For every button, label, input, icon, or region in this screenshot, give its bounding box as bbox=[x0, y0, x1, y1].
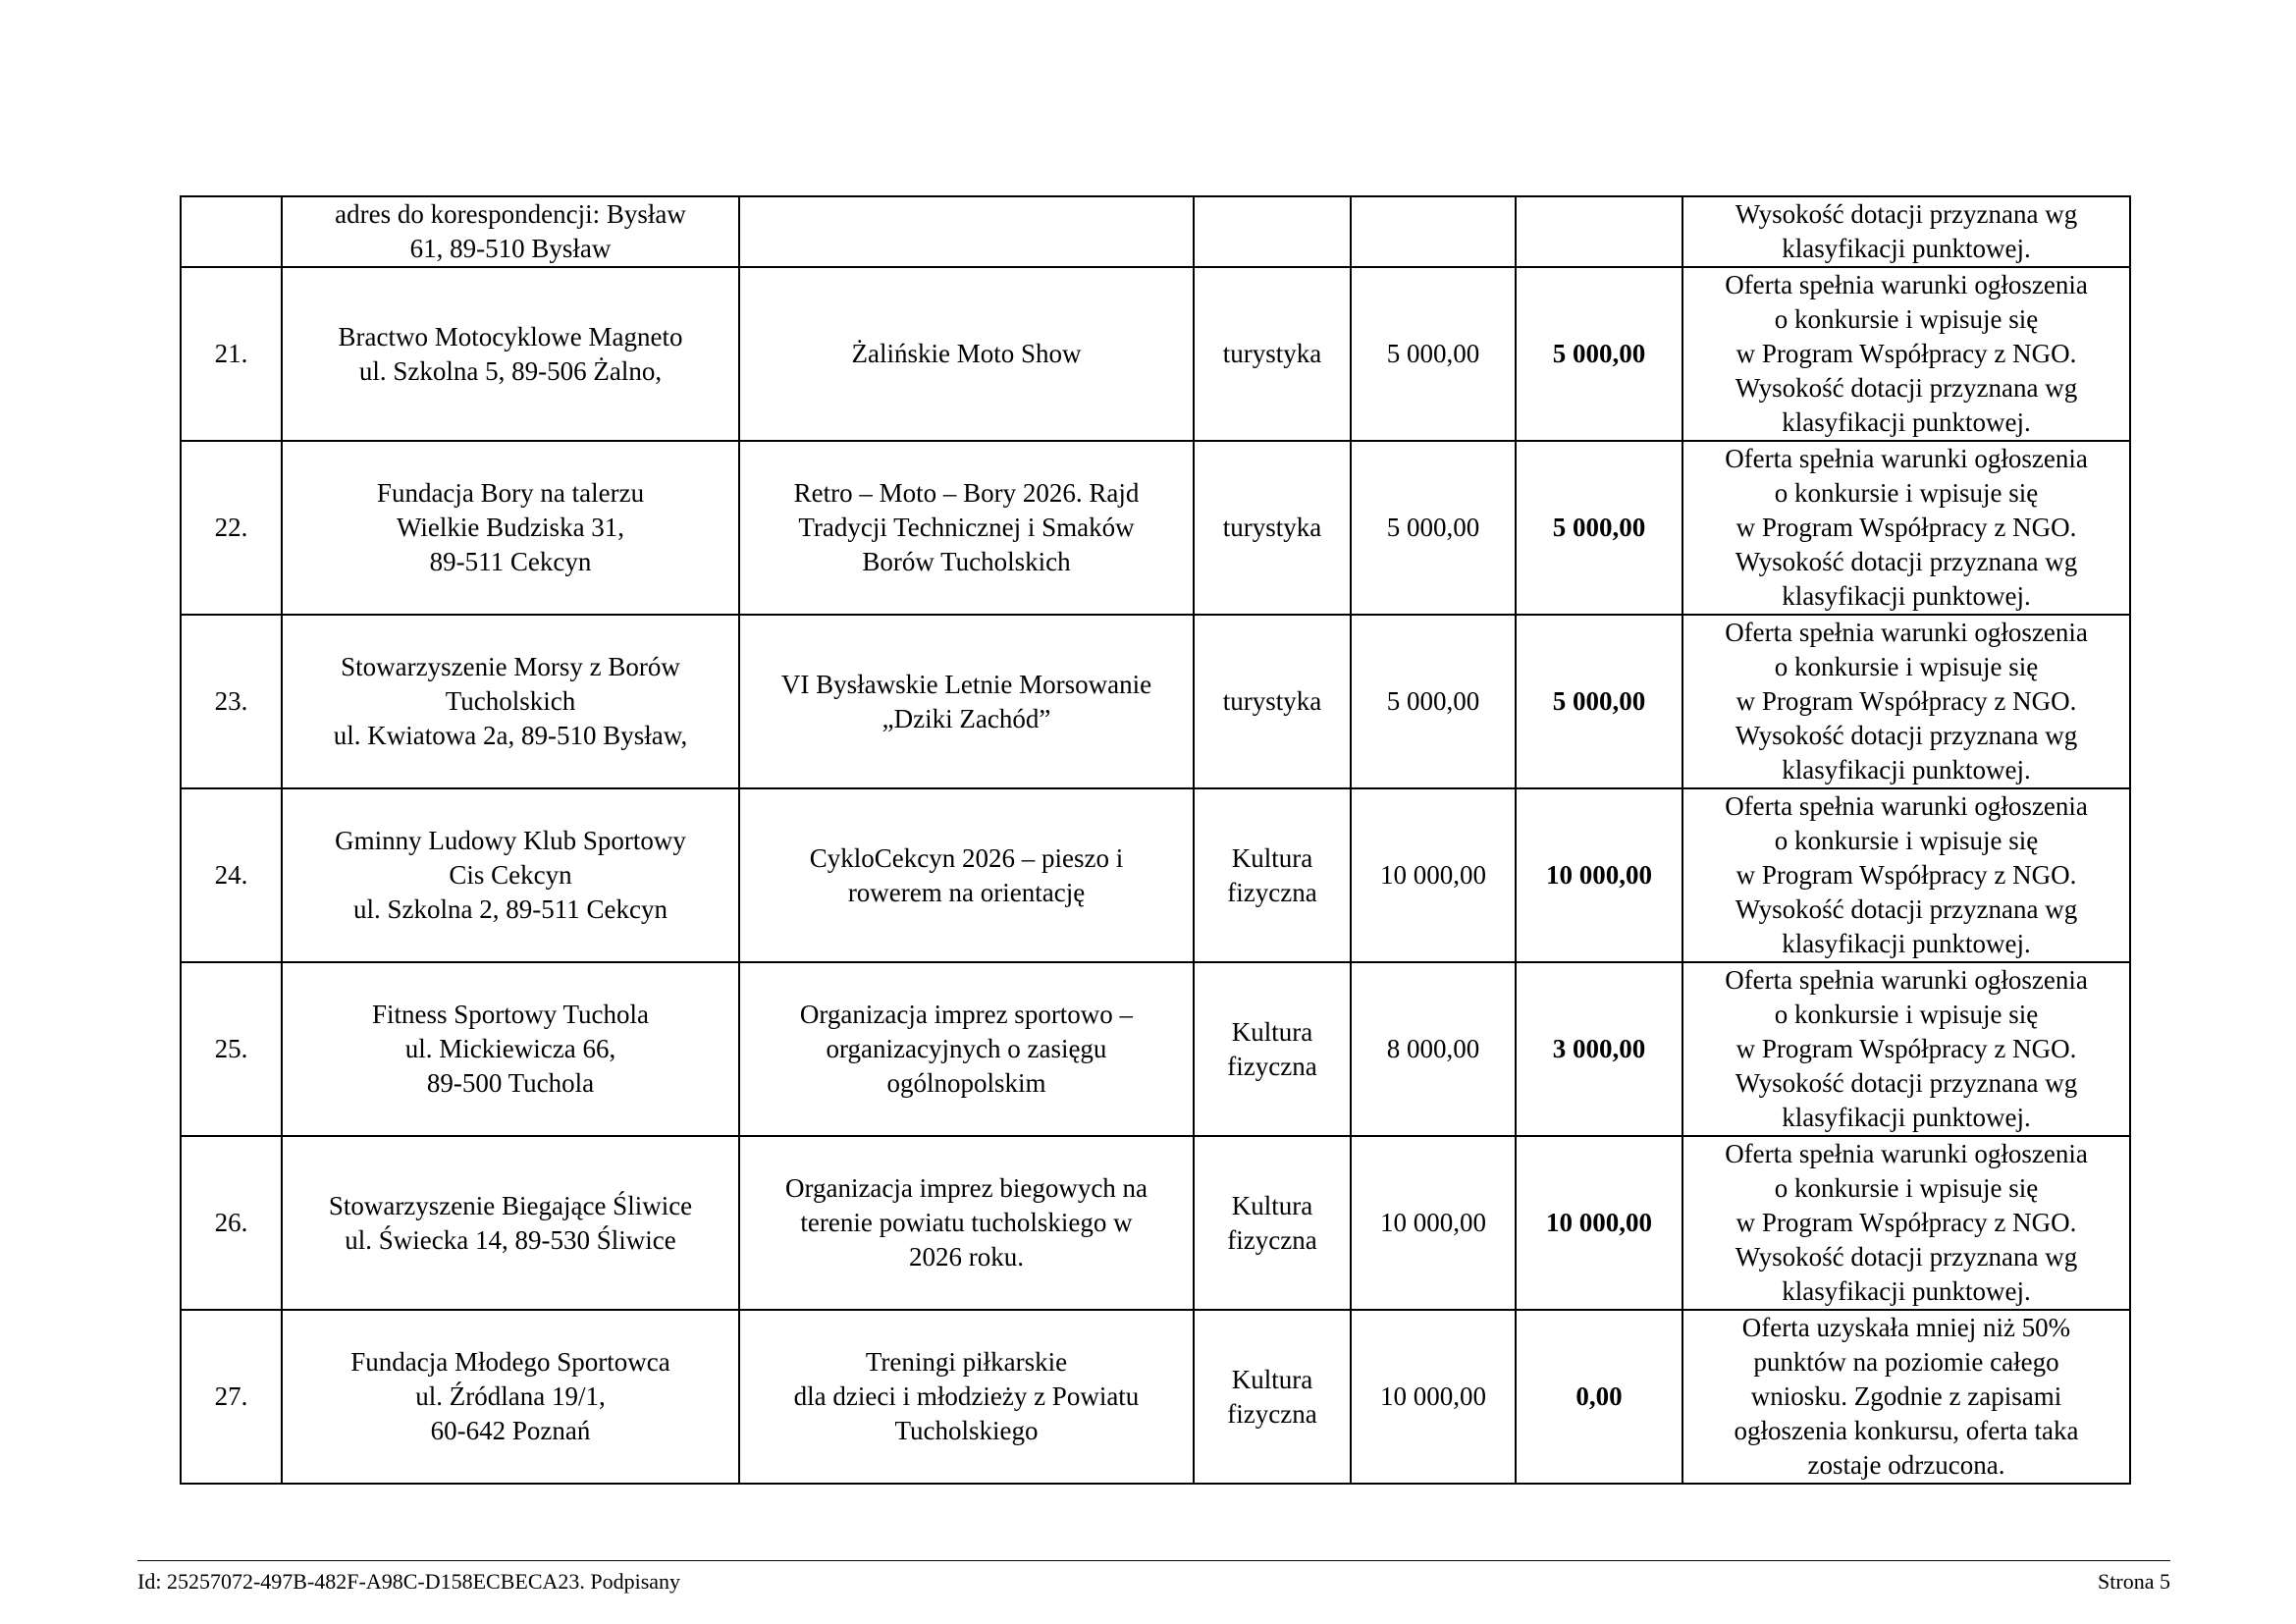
cell-org bbox=[282, 1310, 739, 1484]
cell-granted: 10 000,00 bbox=[1516, 788, 1682, 962]
area-line: fizyczna bbox=[1227, 1051, 1317, 1081]
cell-org bbox=[282, 962, 739, 1136]
org-line: Bractwo Motocyklowe Magneto bbox=[338, 321, 683, 352]
table-row bbox=[181, 1310, 2130, 1484]
note-line: w Program Współpracy z NGO. bbox=[1735, 513, 2077, 542]
note-line: zostaje odrzucona. bbox=[1807, 1450, 2005, 1480]
note-line: w Program Współpracy z NGO. bbox=[1735, 1208, 2077, 1237]
cell-requested: 5 000,00 bbox=[1351, 441, 1516, 615]
cell-org bbox=[282, 441, 739, 615]
cell-no: 22. bbox=[181, 441, 282, 615]
org-line: ul. Świecka 14, 89-530 Śliwice bbox=[345, 1224, 676, 1255]
area-line: Kultura bbox=[1231, 842, 1313, 873]
task-line: dla dzieci i młodzieży z Powiatu bbox=[793, 1381, 1140, 1411]
cell-requested: 10 000,00 bbox=[1351, 788, 1516, 962]
task-line: „Dziki Zachód” bbox=[881, 703, 1051, 733]
cell-granted: 0,00 bbox=[1516, 1310, 1682, 1484]
org-line: Cis Cekcyn bbox=[449, 860, 572, 890]
footer-divider bbox=[137, 1560, 2170, 1561]
table-row bbox=[181, 267, 2130, 441]
note-line: o konkursie i wpisuje się bbox=[1774, 826, 2039, 855]
cell-area bbox=[1194, 615, 1351, 788]
org-line: Wielkie Budziska 31, bbox=[396, 513, 625, 542]
cell-granted: 3 000,00 bbox=[1516, 962, 1682, 1136]
cell-area bbox=[1194, 1310, 1351, 1484]
task-line: Żalińskie Moto Show bbox=[851, 339, 1082, 368]
cell-no: 23. bbox=[181, 615, 282, 788]
org-line: Fundacja Bory na talerzu bbox=[376, 478, 645, 508]
task-line: terenie powiatu tucholskiego w bbox=[800, 1208, 1133, 1237]
task-line: Tucholskiego bbox=[894, 1416, 1039, 1445]
cell-task bbox=[739, 962, 1194, 1136]
page-number: Strona 5 bbox=[2098, 1569, 2170, 1594]
note-line: Wysokość dotacji przyznana wg bbox=[1735, 199, 2078, 229]
note-line: klasyfikacji punktowej. bbox=[1782, 581, 2031, 611]
org-line: ul. Źródlana 19/1, bbox=[415, 1381, 606, 1411]
cell-area bbox=[1194, 267, 1351, 441]
note-line: klasyfikacji punktowej. bbox=[1782, 929, 2031, 958]
cell-area bbox=[1194, 788, 1351, 962]
table-row bbox=[181, 962, 2130, 1136]
note-line: Wysokość dotacji przyznana wg bbox=[1735, 547, 2078, 576]
org-line: ul. Mickiewicza 66, bbox=[404, 1034, 616, 1063]
task-line: Treningi piłkarskie bbox=[865, 1347, 1068, 1377]
cell-task bbox=[739, 196, 1194, 267]
note-line: punktów na poziomie całego bbox=[1753, 1347, 2059, 1377]
note-line: Wysokość dotacji przyznana wg bbox=[1735, 1242, 2078, 1272]
cell-area bbox=[1194, 196, 1351, 267]
note-line: o konkursie i wpisuje się bbox=[1774, 1173, 2039, 1203]
cell-task bbox=[739, 267, 1194, 441]
area-line: turystyka bbox=[1222, 513, 1322, 542]
note-line: Oferta spełnia warunki ogłoszenia bbox=[1725, 618, 2088, 647]
table-row bbox=[181, 441, 2130, 615]
note-line: w Program Współpracy z NGO. bbox=[1735, 686, 2077, 716]
note-line: w Program Współpracy z NGO. bbox=[1735, 1034, 2077, 1063]
cell-area bbox=[1194, 962, 1351, 1136]
task-line: Organizacja imprez sportowo – bbox=[799, 1000, 1134, 1029]
org-line: ul. Szkolna 2, 89-511 Cekcyn bbox=[353, 894, 667, 924]
note-line: Wysokość dotacji przyznana wg bbox=[1735, 1068, 2078, 1098]
cell-no bbox=[181, 196, 282, 267]
note-line: o konkursie i wpisuje się bbox=[1774, 1000, 2039, 1029]
cell-requested bbox=[1351, 196, 1516, 267]
task-line: 2026 roku. bbox=[909, 1242, 1024, 1272]
org-line: Tucholskich bbox=[445, 686, 576, 716]
note-line: Oferta spełnia warunki ogłoszenia bbox=[1725, 1139, 2088, 1168]
cell-org bbox=[282, 196, 739, 267]
cell-note bbox=[1682, 962, 2130, 1136]
cell-requested: 10 000,00 bbox=[1351, 1136, 1516, 1310]
org-line: Fitness Sportowy Tuchola bbox=[371, 1000, 650, 1029]
area-line: Kultura bbox=[1231, 1016, 1313, 1047]
cell-no: 26. bbox=[181, 1136, 282, 1310]
note-line: o konkursie i wpisuje się bbox=[1774, 304, 2039, 334]
cell-requested: 10 000,00 bbox=[1351, 1310, 1516, 1484]
table-body bbox=[181, 196, 2130, 1484]
cell-task bbox=[739, 441, 1194, 615]
note-line: Oferta spełnia warunki ogłoszenia bbox=[1725, 965, 2088, 995]
org-line: 61, 89-510 Bysław bbox=[409, 234, 612, 263]
note-line: klasyfikacji punktowej. bbox=[1782, 1103, 2031, 1132]
note-line: Oferta uzyskała mniej niż 50% bbox=[1741, 1313, 2071, 1342]
cell-granted: 5 000,00 bbox=[1516, 441, 1682, 615]
note-line: Wysokość dotacji przyznana wg bbox=[1735, 373, 2078, 403]
table-row bbox=[181, 788, 2130, 962]
cell-org bbox=[282, 1136, 739, 1310]
cell-task bbox=[739, 615, 1194, 788]
cell-note bbox=[1682, 196, 2130, 267]
org-line: Stowarzyszenie Biegające Śliwice bbox=[328, 1190, 693, 1220]
org-line: Fundacja Młodego Sportowca bbox=[350, 1347, 670, 1377]
note-line: klasyfikacji punktowej. bbox=[1782, 755, 2031, 785]
org-line: 60-642 Poznań bbox=[430, 1416, 591, 1445]
note-line: wniosku. Zgodnie z zapisami bbox=[1750, 1381, 2062, 1411]
grants-table bbox=[180, 195, 2131, 1485]
note-line: o konkursie i wpisuje się bbox=[1774, 652, 2039, 681]
document-id: Id: 25257072-497B-482F-A98C-D158ECBECA23. Podpisany bbox=[137, 1569, 681, 1594]
area-line: fizyczna bbox=[1227, 1398, 1317, 1429]
area-line: turystyka bbox=[1222, 686, 1322, 716]
area-line: turystyka bbox=[1222, 339, 1322, 368]
area-line: fizyczna bbox=[1227, 1224, 1317, 1255]
note-line: Wysokość dotacji przyznana wg bbox=[1735, 894, 2078, 924]
org-line: 89-511 Cekcyn bbox=[429, 547, 592, 576]
continuation-row bbox=[181, 196, 2130, 267]
cell-org bbox=[282, 788, 739, 962]
area-line: Kultura bbox=[1231, 1190, 1313, 1220]
cell-requested: 5 000,00 bbox=[1351, 267, 1516, 441]
task-line: Tradycji Technicznej i Smaków bbox=[798, 513, 1135, 542]
org-line: adres do korespondencji: Bysław bbox=[335, 199, 686, 229]
cell-granted bbox=[1516, 196, 1682, 267]
note-line: Wysokość dotacji przyznana wg bbox=[1735, 721, 2078, 750]
note-line: o konkursie i wpisuje się bbox=[1774, 478, 2039, 508]
note-line: Oferta spełnia warunki ogłoszenia bbox=[1725, 444, 2088, 473]
org-line: ul. Kwiatowa 2a, 89-510 Bysław, bbox=[333, 721, 688, 750]
cell-no: 27. bbox=[181, 1310, 282, 1484]
cell-granted: 10 000,00 bbox=[1516, 1136, 1682, 1310]
cell-note bbox=[1682, 788, 2130, 962]
cell-no: 25. bbox=[181, 962, 282, 1136]
cell-area bbox=[1194, 1136, 1351, 1310]
cell-note bbox=[1682, 441, 2130, 615]
cell-area bbox=[1194, 441, 1351, 615]
table-row bbox=[181, 615, 2130, 788]
area-line: Kultura bbox=[1231, 1364, 1313, 1394]
cell-no: 21. bbox=[181, 267, 282, 441]
task-line: VI Bysławskie Letnie Morsowanie bbox=[780, 669, 1152, 699]
cell-requested: 5 000,00 bbox=[1351, 615, 1516, 788]
note-line: klasyfikacji punktowej. bbox=[1782, 234, 2031, 263]
cell-task bbox=[739, 1310, 1194, 1484]
cell-note bbox=[1682, 615, 2130, 788]
note-line: Oferta spełnia warunki ogłoszenia bbox=[1725, 791, 2088, 821]
task-line: organizacyjnych o zasięgu bbox=[826, 1034, 1107, 1063]
task-line: ogólnopolskim bbox=[886, 1068, 1046, 1098]
cell-note bbox=[1682, 1136, 2130, 1310]
note-line: Oferta spełnia warunki ogłoszenia bbox=[1725, 270, 2088, 299]
org-line: ul. Szkolna 5, 89-506 Żalno, bbox=[358, 355, 663, 386]
cell-requested: 8 000,00 bbox=[1351, 962, 1516, 1136]
org-line: Gminny Ludowy Klub Sportowy bbox=[335, 826, 686, 855]
cell-task bbox=[739, 1136, 1194, 1310]
note-line: w Program Współpracy z NGO. bbox=[1735, 339, 2077, 368]
note-line: klasyfikacji punktowej. bbox=[1782, 1276, 2031, 1306]
cell-granted: 5 000,00 bbox=[1516, 267, 1682, 441]
org-line: 89-500 Tuchola bbox=[426, 1068, 595, 1098]
note-line: ogłoszenia konkursu, oferta taka bbox=[1734, 1416, 2079, 1445]
task-line: CykloCekcyn 2026 – pieszo i bbox=[809, 842, 1124, 873]
cell-note bbox=[1682, 267, 2130, 441]
task-line: Retro – Moto – Bory 2026. Rajd bbox=[793, 478, 1140, 508]
task-line: Borów Tucholskich bbox=[862, 547, 1071, 576]
table-row bbox=[181, 1136, 2130, 1310]
area-line: fizyczna bbox=[1227, 877, 1317, 907]
task-line: rowerem na orientację bbox=[847, 877, 1086, 907]
cell-org bbox=[282, 615, 739, 788]
task-line: Organizacja imprez biegowych na bbox=[784, 1173, 1148, 1203]
cell-no: 24. bbox=[181, 788, 282, 962]
cell-granted: 5 000,00 bbox=[1516, 615, 1682, 788]
note-line: w Program Współpracy z NGO. bbox=[1735, 860, 2077, 890]
org-line: Stowarzyszenie Morsy z Borów bbox=[341, 652, 680, 681]
note-line: klasyfikacji punktowej. bbox=[1782, 407, 2031, 437]
cell-note bbox=[1682, 1310, 2130, 1484]
cell-task bbox=[739, 788, 1194, 962]
cell-org bbox=[282, 267, 739, 441]
